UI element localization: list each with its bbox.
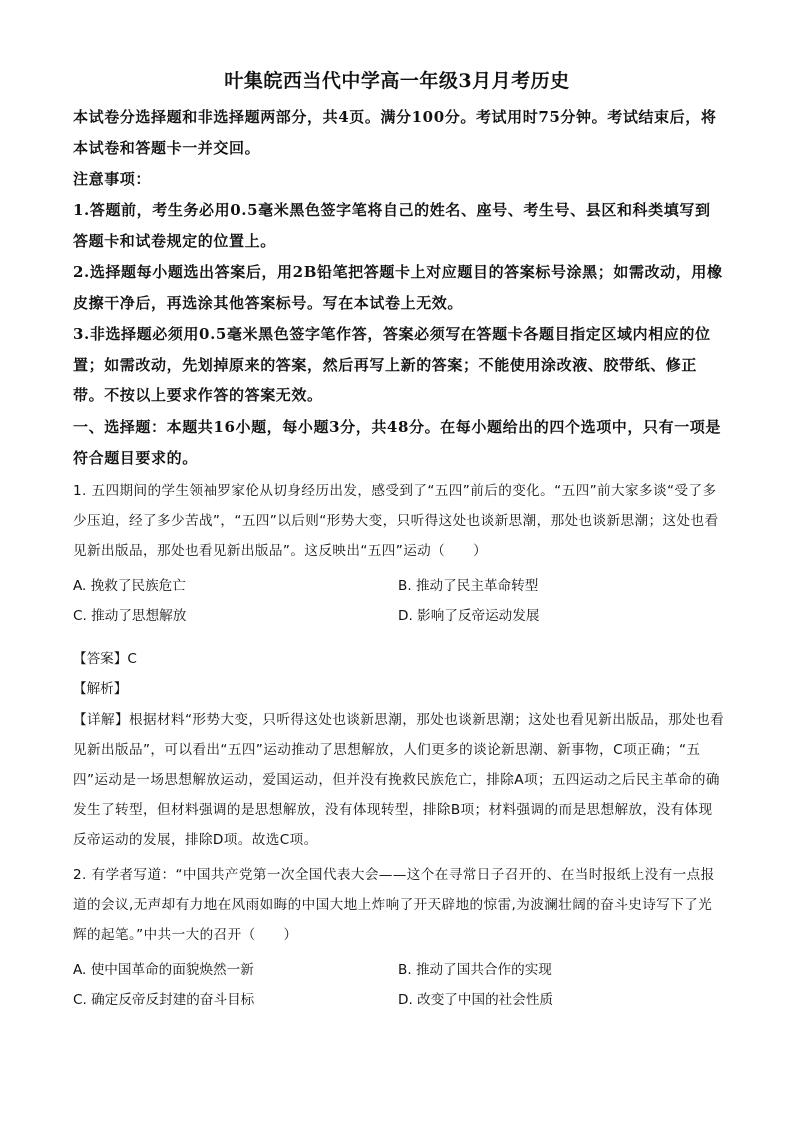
q1-option-c: C. 推动了思想解放 <box>73 608 187 624</box>
q1-detail: 【详解】根据材料“形势大变，只听得这处也谈新思潮，那处也谈新思潮；这处也看见新出版品，那处也看见新出版品”，可以看出“五四”运动推动了思想解放，人们更多的谈论新思潮、新事物，C项正确；“五四”运动是一场思想解放运动，爱国运动，但并没有挽救民族危亡，排除A项；五四运动之后民主革命的确发生了转型，但材料强调的是思想解放，没有体现转型，排除B项；材料强调的而是思想解放，没有体现反帝运动的发展，排除D项。故选C项。 <box>73 712 725 848</box>
q1-answer: 【答案】C <box>73 651 137 667</box>
q1-option-d: D. 影响了反帝运动发展 <box>398 608 540 624</box>
notice-item-2: 2.选择题每小题选出答案后，用2B铅笔把答题卡上对应题目的答案标号涂黑；如需改动，用橡皮擦干净后，再选涂其他答案标号。写在本试卷上无效。 <box>73 263 723 312</box>
question-2-stem: 2. 有学者写道：“中国共产党第一次全国代表大会——这个在寻常日子召开的、在当时报纸上没有一点报道的会议,无声却有力地在风雨如晦的中国大地上炸响了开天辟地的惊雷,为波澜壮阔的奋斗史诗写下了光辉的起笔。”中共一大的召开（ ） <box>73 867 715 943</box>
notice-item-3: 3.非选择题必须用0.5毫米黑色签字笔作答，答案必须写在答题卡各题目指定区域内相应的位置；如需改动，先划掉原来的答案，然后再写上新的答案；不能使用涂改液、胶带纸、修正带。不按以上要求作答的答案无效。 <box>73 325 711 404</box>
q1-option-b: B. 推动了民主革命转型 <box>398 578 539 594</box>
notice-heading: 注意事项： <box>73 170 152 188</box>
q2-option-c: C. 确定反帝反封建的奋斗目标 <box>73 992 255 1008</box>
question-1-options-row-2 <box>73 601 723 631</box>
page-title: 叶集皖西当代中学高一年级3月月考历史 <box>224 70 570 92</box>
notice-item-1: 1.答题前，考生务必用0.5毫米黑色签字笔将自己的姓名、座号、考生号、县区和科类填写到答题卡和试卷规定的位置上。 <box>73 201 711 250</box>
q1-analysis-label: 【解析】 <box>73 681 128 697</box>
question-1-stem: 1. 五四期间的学生领袖罗家伦从切身经历出发，感受到了“五四”前后的变化。“五四”前大家多谈“受了多少压迫，经了多少苦战”，“五四”以后则“形势大变，只听得这处也谈新思潮，那处也谈新思潮；这处也看见新出版品，那处也看见新出版品”。这反映出“五四”运动（ ） <box>73 483 719 559</box>
q2-option-a: A. 使中国革命的面貌焕然一新 <box>73 962 254 978</box>
question-2-options-row-1 <box>73 955 723 985</box>
exam-intro: 本试卷分选择题和非选择题两部分，共4页。满分100分。考试用时75分钟。考试结束后，将本试卷和答题卡一并交回。 <box>73 108 717 157</box>
q2-option-b: B. 推动了国共合作的实现 <box>398 962 552 978</box>
question-2-options-row-2 <box>73 985 723 1015</box>
q1-option-a: A. 挽救了民族危亡 <box>73 578 186 594</box>
q2-option-d: D. 改变了中国的社会性质 <box>398 992 554 1008</box>
section-heading: 一、选择题：本题共16小题，每小题3分，共48分。在每小题给出的四个选项中，只有一项是符合题目要求的。 <box>73 418 721 467</box>
question-1-options-row-1 <box>73 571 723 601</box>
